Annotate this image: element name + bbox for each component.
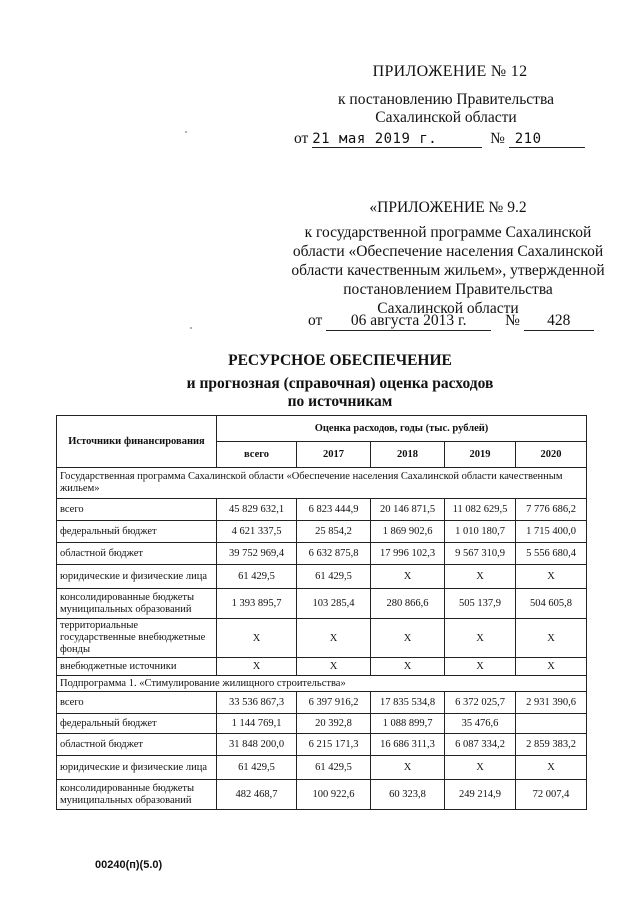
appendix2-date-line [308,312,594,331]
from-label: от [294,130,309,147]
appendix2-line-5: Сахалинской области [377,300,519,317]
program-title: Государственная программа Сахалинской области «Обеспечение населения Сахалинской области качественным жильем» [57,468,587,499]
value-cell: 249 214,9 [445,780,516,810]
value-cell: 11 082 629,5 [445,499,516,521]
value-cell: 72 007,4 [516,780,587,810]
value-cell [516,714,587,734]
value-cell: X [516,565,587,589]
value-cell: 39 752 969,4 [217,543,297,565]
table-row [57,521,587,543]
value-cell: X [445,619,516,658]
value-cell: 20 146 871,5 [371,499,445,521]
value-cell: 103 285,4 [297,589,371,619]
table-row [57,565,587,589]
table-body [57,468,587,810]
value-cell: X [445,658,516,676]
value-cell: 1 393 895,7 [217,589,297,619]
section-subtitle-1: и прогнозная (справочная) оценка расходов [186,375,494,392]
appendix2-title: «ПРИЛОЖЕНИЕ № 9.2 [369,199,527,216]
value-cell: X [516,756,587,780]
value-cell: X [217,619,297,658]
appendix2-number-label: № [505,312,520,329]
value-cell: 7 776 686,2 [516,499,587,521]
col-year-header: 2019 [445,442,516,468]
row-label: областной бюджет [57,734,217,756]
value-cell: 16 686 311,3 [371,734,445,756]
row-label: консолидированные бюджеты муниципальных образований [57,780,217,810]
value-cell: 1 088 899,7 [371,714,445,734]
value-cell: 1 715 400,0 [516,521,587,543]
value-cell: 505 137,9 [445,589,516,619]
col-year-header: 2018 [371,442,445,468]
value-cell: 6 823 444,9 [297,499,371,521]
row-label: консолидированные бюджеты муниципальных образований [57,589,217,619]
value-cell: X [516,658,587,676]
row-label: внебюджетные источники [57,658,217,676]
section-subtitle [140,375,540,411]
appendix2-number: 428 [524,312,594,331]
value-cell: X [371,658,445,676]
value-cell: X [297,619,371,658]
value-cell: 61 429,5 [297,756,371,780]
value-cell: X [371,619,445,658]
table-row [57,756,587,780]
table-row [57,714,587,734]
appendix-title: ПРИЛОЖЕНИЕ № 12 [372,63,528,80]
value-cell: 280 866,6 [371,589,445,619]
col-total-header: всего [217,442,297,468]
table-row [57,658,587,676]
table-row [57,589,587,619]
section-subtitle-2: по источникам [287,393,393,410]
col-year-header: 2020 [516,442,587,468]
appendix2-line-2: области «Обеспечение населения Сахалинской [292,243,604,260]
appendix2-line-3: области качественным жильем», утвержденной [291,262,605,279]
program-title-row [57,468,587,499]
row-label: юридические и физические лица [57,756,217,780]
value-cell: 6 632 875,8 [297,543,371,565]
row-label: всего [57,499,217,521]
row-label: юридические и физические лица [57,565,217,589]
number-label: № [490,130,505,147]
value-cell: 35 476,6 [445,714,516,734]
resolution-number: 210 [509,131,585,148]
col-estimate-header: Оценка расходов, годы (тыс. рублей) [217,416,587,442]
value-cell: 504 605,8 [516,589,587,619]
resolution-date: 21 мая 2019 г. [312,131,482,148]
value-cell: X [217,658,297,676]
value-cell: 25 854,2 [297,521,371,543]
value-cell: 6 215 171,3 [297,734,371,756]
scan-speck [190,327,192,329]
value-cell: X [371,756,445,780]
value-cell: 100 922,6 [297,780,371,810]
section-title: РЕСУРСНОЕ ОБЕСПЕЧЕНИЕ [228,352,452,369]
appendix2-date: 06 августа 2013 г. [326,312,491,331]
value-cell: 61 429,5 [217,756,297,780]
value-cell: 2 931 390,6 [516,692,587,714]
value-cell: X [371,565,445,589]
value-cell: X [297,658,371,676]
table-row [57,543,587,565]
table-row [57,499,587,521]
value-cell: 4 621 337,5 [217,521,297,543]
table-row [57,692,587,714]
col-source-header: Источники финансирования [57,416,217,468]
row-label: федеральный бюджет [57,714,217,734]
resolution-line-1: к постановлению Правительства [338,91,554,108]
appendix-block [278,198,618,318]
row-label: областной бюджет [57,543,217,565]
resolution-ref [318,91,574,127]
value-cell: 482 468,7 [217,780,297,810]
value-cell: 9 567 310,9 [445,543,516,565]
row-label: всего [57,692,217,714]
value-cell: 45 829 632,1 [217,499,297,521]
value-cell: 5 556 680,4 [516,543,587,565]
value-cell: 61 429,5 [297,565,371,589]
value-cell: 2 859 383,2 [516,734,587,756]
value-cell: 1 010 180,7 [445,521,516,543]
value-cell: 17 996 102,3 [371,543,445,565]
appendix2-line-1: к государственной программе Сахалинской [304,224,592,241]
value-cell: 1 144 769,1 [217,714,297,734]
value-cell: X [445,756,516,780]
resolution-line-2: Сахалинской области [375,109,517,126]
value-cell: 6 087 334,2 [445,734,516,756]
appendix2-line-4: постановлением Правительства [343,281,553,298]
document-code: 00240(п)(5.0) [95,859,163,871]
value-cell: 6 397 916,2 [297,692,371,714]
resource-table [56,415,587,810]
col-year-header: 2017 [297,442,371,468]
value-cell: 60 323,8 [371,780,445,810]
table-row [57,619,587,658]
value-cell: 61 429,5 [217,565,297,589]
value-cell: 31 848 200,0 [217,734,297,756]
value-cell: 33 536 867,3 [217,692,297,714]
row-label: федеральный бюджет [57,521,217,543]
value-cell: 17 835 534,8 [371,692,445,714]
table-row [57,780,587,810]
resolution-date-line [294,130,585,148]
scan-speck [185,131,187,133]
value-cell: 6 372 025,7 [445,692,516,714]
value-cell: X [516,619,587,658]
row-label: территориальные государственные внебюджетные фонды [57,619,217,658]
value-cell: X [445,565,516,589]
value-cell: 1 869 902,6 [371,521,445,543]
appendix2-from-label: от [308,312,323,329]
value-cell: 20 392,8 [297,714,371,734]
subprogram-title-row [57,676,587,692]
subprogram-title: Подпрограмма 1. «Стимулирование жилищного строительства» [57,676,587,692]
table-row [57,734,587,756]
